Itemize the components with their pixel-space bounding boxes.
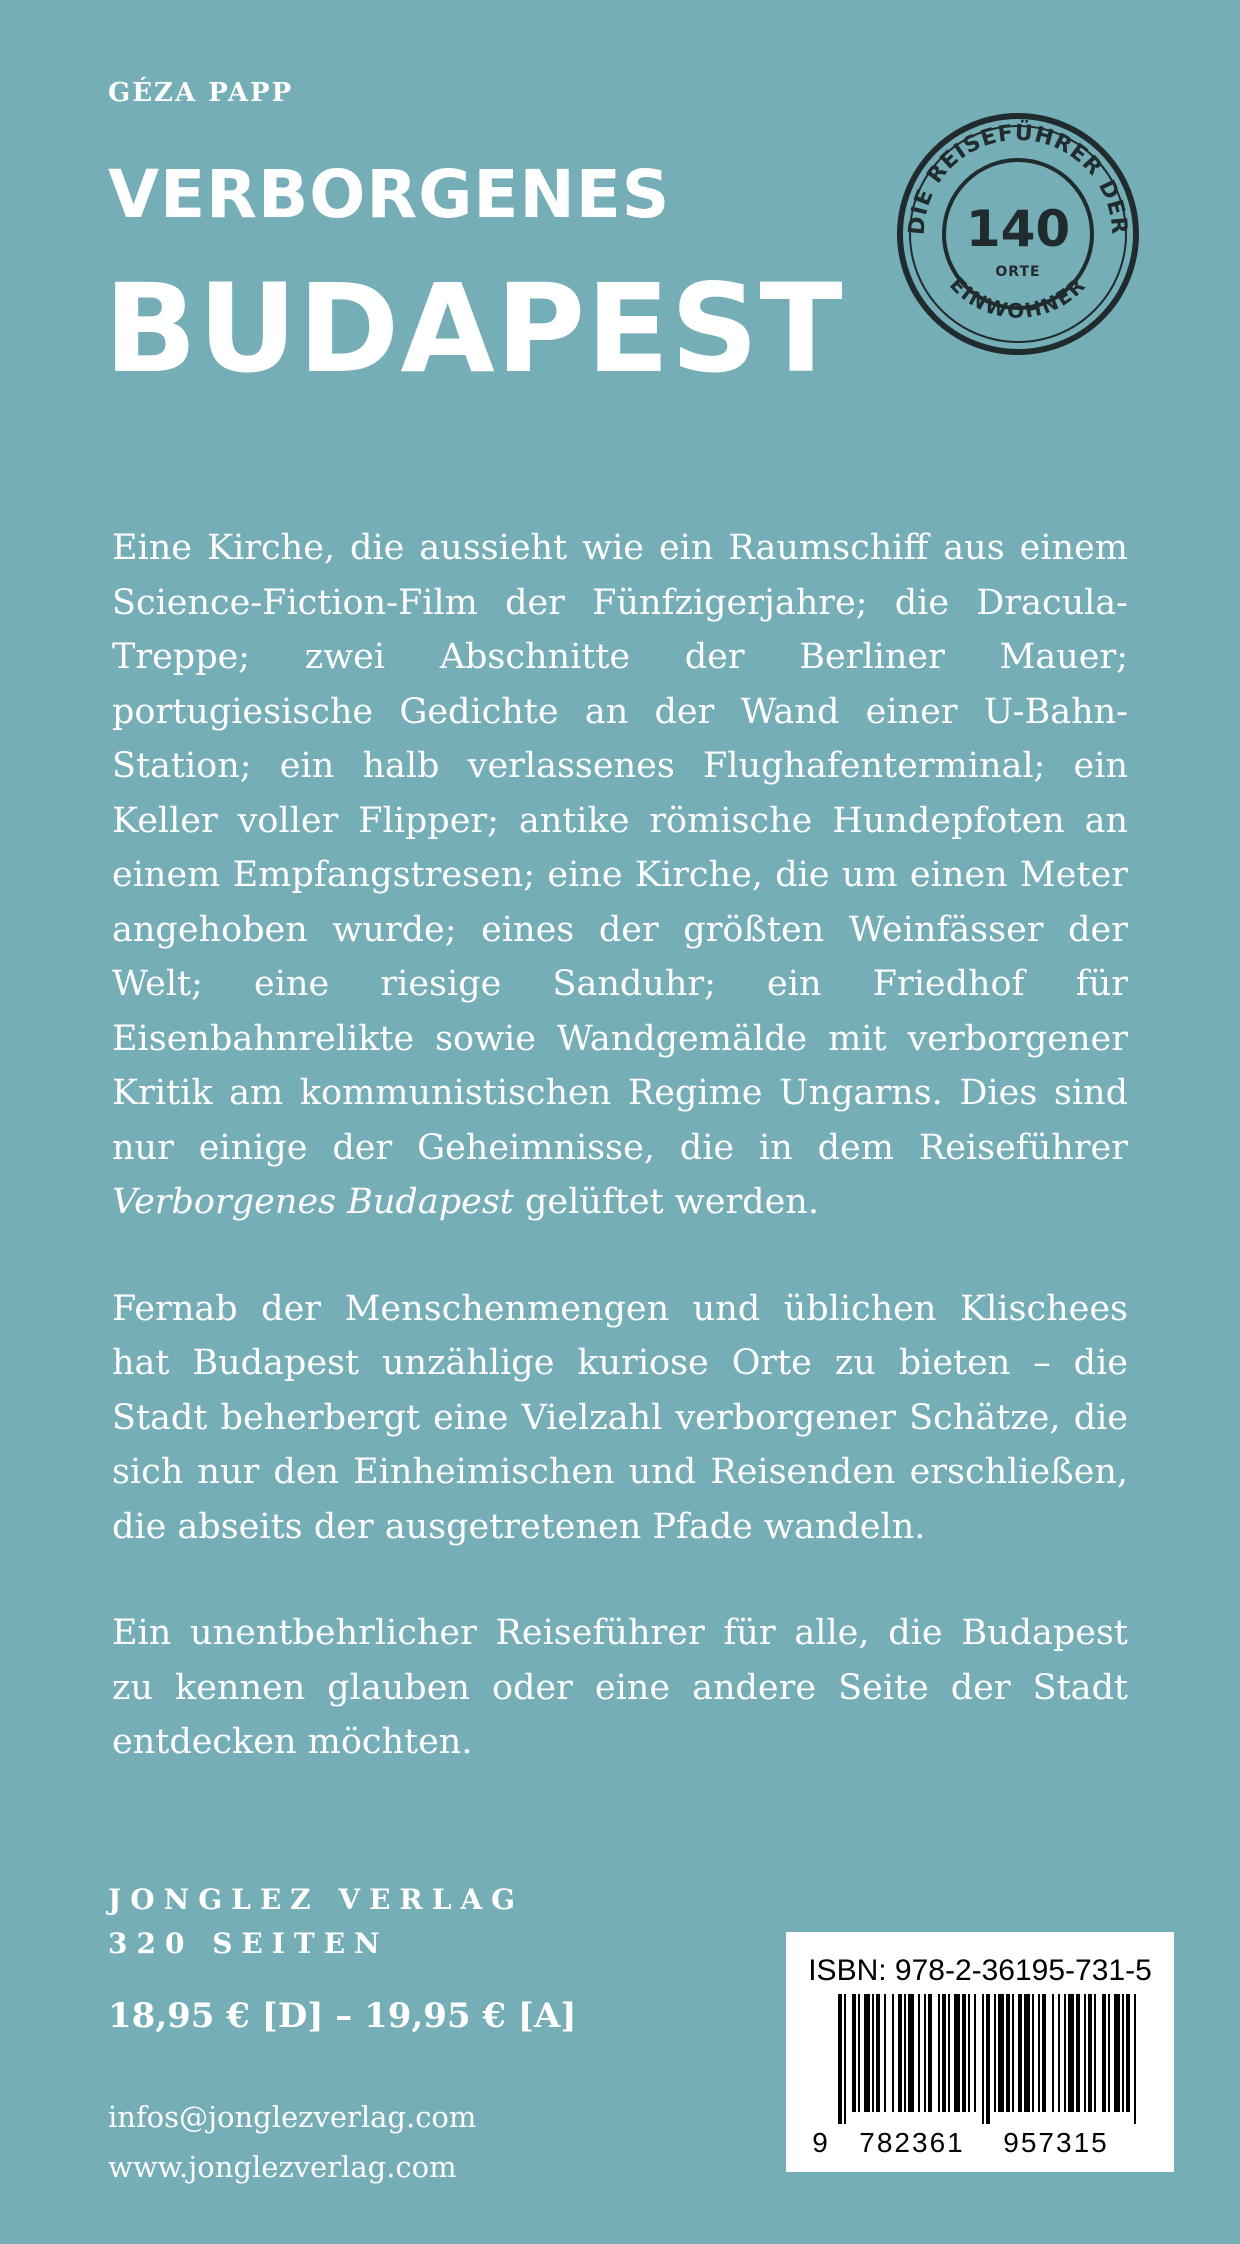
barcode-bar	[1102, 1994, 1106, 2112]
stamp-label: ORTE	[995, 264, 1041, 280]
description-paragraph-2: Fernab der Menschenmengen und üblichen Klischees hat Budapest unzählige kuriose Orte zu bieten – die Stadt beherbergt eine Vielzahl verborgener Schätze, die sich nur den Einheimischen und Reisenden erschließen, die abseits der ausgetretenen Pfade wandeln.	[112, 1288, 1128, 1547]
contact-website: www.jonglezverlag.com	[108, 2150, 457, 2184]
publisher-name: JONGLEZ VERLAG	[108, 1883, 525, 1916]
barcode-bar	[1076, 1994, 1080, 2112]
barcode-bar	[892, 1994, 894, 2112]
description-paragraph-1-end: gelüftet werden.	[525, 1182, 819, 1222]
barcode-bar	[876, 1994, 880, 2112]
barcode-bar	[1038, 1994, 1040, 2112]
description-paragraph-1	[112, 521, 1128, 1230]
book-title-line-2: BUDAPEST	[104, 258, 844, 400]
description-paragraph-1-text: Eine Kirche, die aussieht wie ein Raumschiff aus einem Science-Fiction-Film der Fünfzigerjahre; die Dracula-Treppe; zwei Abschnitte der Berliner Mauer; portugiesische Gedichte an der Wand einer U-Bahn-Station; ein halb verlassenes Flughafenterminal; ein Keller voller Flipper; antike römische Hundepfoten an einem Empfangstresen; eine Kirche, die um einen Meter angehoben wurde; eines der größten Weinfässer der Welt; eine riesige Sanduhr; ein Friedhof für Eisenbahnrelikte sowie Wandgemälde mit verborgener Kritik am kommunistischen Regime Ungarns. Dies sind nur einige der Geheimnisse, die in dem Reiseführer	[112, 528, 1128, 1168]
contact-email: infos@jonglezverlag.com	[108, 2100, 477, 2134]
barcode-bar	[1032, 1994, 1034, 2112]
barcode-digit-first: 9	[812, 2127, 828, 2158]
barcode-bar	[938, 1994, 940, 2112]
barcode-bar	[1064, 1994, 1066, 2112]
stamp-number: 140	[965, 200, 1071, 258]
description-book-title: Verborgenes Budapest	[112, 1182, 514, 1222]
barcode-bar	[872, 1994, 874, 2112]
barcode-bar	[904, 1994, 906, 2112]
publisher-info	[108, 1878, 524, 1966]
book-title-line-1: VERBORGENES	[108, 156, 671, 233]
stamp-seal-icon	[894, 110, 1142, 358]
barcode-bar	[1024, 1994, 1030, 2112]
barcode-bar	[986, 1994, 990, 2124]
barcode-bar	[1126, 1994, 1130, 2112]
barcode-bar	[982, 1994, 984, 2124]
barcode-bar	[1122, 1994, 1124, 2112]
barcode-digits-left: 782361	[859, 2127, 965, 2158]
barcode-bar	[948, 1994, 950, 2112]
barcode	[786, 1994, 1174, 2164]
barcode-bar	[1094, 1994, 1096, 2112]
price: 18,95 € [D] – 19,95 € [A]	[108, 1996, 577, 2036]
barcode-bar	[918, 1994, 920, 2112]
barcode-bar	[1018, 1994, 1022, 2112]
barcode-bar	[1114, 1994, 1120, 2112]
barcode-bars	[838, 1994, 1136, 2124]
barcode-bar	[942, 1994, 946, 2112]
barcode-bar	[1108, 1994, 1110, 2112]
stamp-ring-text-top: DIE REISEFÜHRER DER	[904, 120, 1132, 236]
isbn-label: ISBN: 978-2-36195-731-5	[808, 1954, 1152, 1987]
author-name: GÉZA PAPP	[108, 78, 294, 108]
page-count: 320 SEITEN	[108, 1927, 389, 1960]
barcode-bar	[962, 1994, 966, 2112]
stamp-ring-text-bottom: EINWOHNER	[945, 272, 1091, 323]
barcode-box	[786, 1932, 1174, 2172]
contact-info	[108, 2092, 476, 2192]
barcode-bar	[864, 1994, 870, 2112]
barcode-bar	[1084, 1994, 1086, 2112]
barcode-bar	[1058, 1994, 1060, 2112]
barcode-bar	[998, 1994, 1004, 2112]
barcode-bar	[1068, 1994, 1074, 2112]
barcode-bar	[1134, 1994, 1136, 2124]
barcode-bar	[1012, 1994, 1014, 2112]
barcode-bar	[852, 1994, 856, 2112]
barcode-bar	[1088, 1994, 1092, 2112]
barcode-bar	[884, 1994, 886, 2112]
book-description	[112, 521, 1128, 1822]
barcode-bar	[1006, 1994, 1010, 2112]
barcode-bar	[908, 1994, 914, 2112]
barcode-digits-right: 957315	[1003, 2127, 1109, 2158]
barcode-bar	[994, 1994, 996, 2112]
barcode-bar	[1052, 1994, 1054, 2112]
barcode-bar	[838, 1994, 842, 2124]
barcode-bar	[858, 1994, 860, 2112]
barcode-bar	[1042, 1994, 1046, 2112]
description-paragraph-3: Ein unentbehrlicher Reiseführer für alle, die Budapest zu kennen glauben oder eine andere Seite der Stadt entdecken möchten.	[112, 1613, 1128, 1762]
barcode-bar	[954, 1994, 960, 2112]
barcode-bar	[844, 1994, 846, 2124]
barcode-bar	[898, 1994, 902, 2112]
barcode-bar	[974, 1994, 976, 2112]
barcode-bar	[968, 1994, 970, 2112]
barcode-bar	[924, 1994, 926, 2112]
barcode-bar	[928, 1994, 932, 2112]
